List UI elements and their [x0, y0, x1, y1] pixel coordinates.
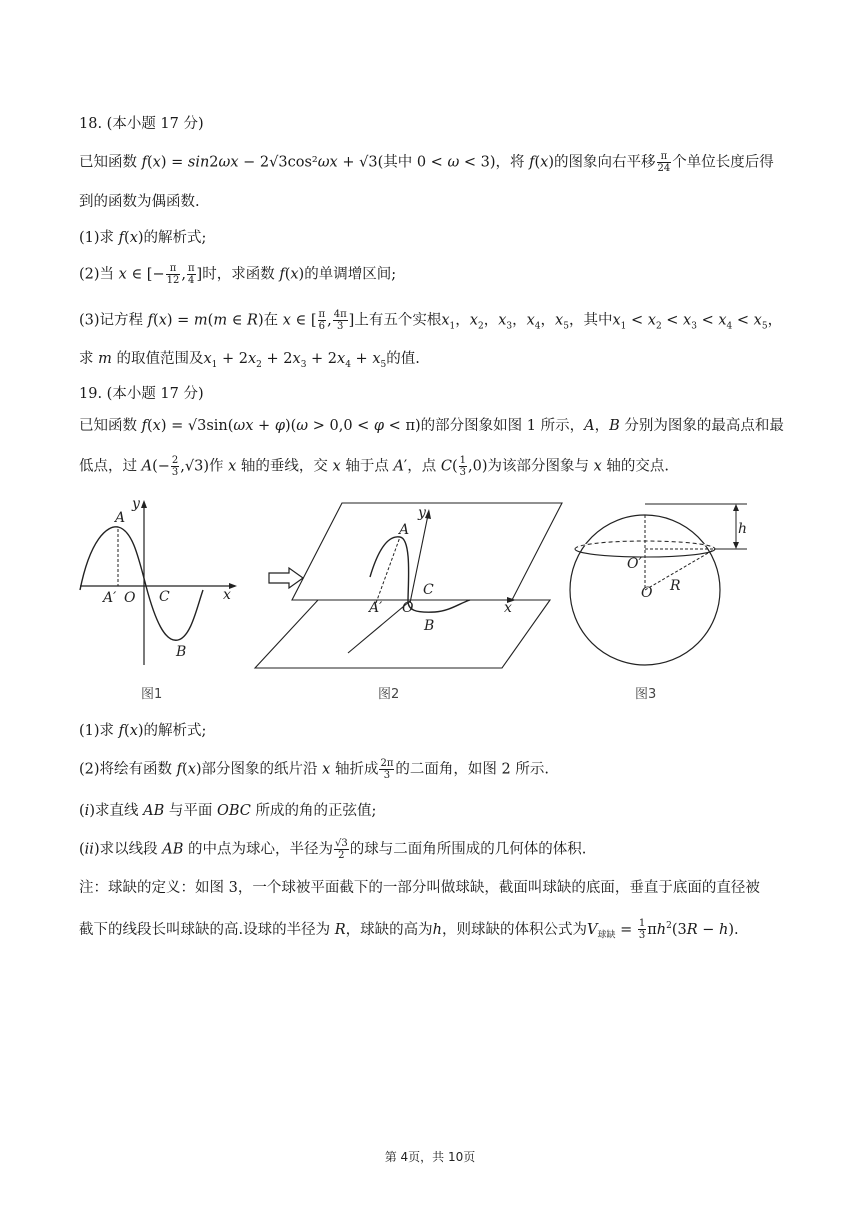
fig2-label-y: y: [418, 505, 426, 521]
q18-statement-line1: 已知函数 f(x) = sin2ωx − 2√3cos²ωx + √3(其中 0 < ω < 3)，将 f(x)的图象向右平移 $\frac{\pi}{24}$ 个单位长度后得: [79, 151, 774, 174]
fig2-caption: 图2: [378, 687, 400, 702]
q19-part1: (1)求 f(x)的解析式;: [79, 723, 207, 739]
fig2-label-C: C: [423, 582, 434, 598]
q18-part1: (1)求 f(x)的解析式;: [79, 230, 207, 246]
q19-statement-line1: 已知函数 f(x) = √3sin(ωx + φ)(ω > 0,0 < φ < π)的部分图象如图 1 所示，A，B 分别为图象的最高点和最: [79, 418, 784, 434]
q19-part2-i: (i)求直线 AB 与平面 OBC 所成的角的正弦值;: [79, 803, 377, 819]
fig3-label-R: R: [670, 578, 681, 594]
figure-3: [565, 495, 765, 680]
fig2-label-A-prime: A′: [369, 600, 383, 616]
q18-part3-line2: 求 m 的取值范围及$x_1 + 2x_2 + 2x_3 + 2x_4 + x_5$的值.: [79, 351, 420, 370]
q18-part2: (2)当 x ∈ [− $\frac{\pi}{12}$ , $\frac{\pi}{4}$ ]时，求函数 f(x)的单调增区间;: [79, 263, 397, 286]
q19-statement-line2: 低点，过 A(− $\frac{2}{3}$ ,√3)作 x 轴的垂线，交 x 轴于点 A′，点 C( $\frac{1}{3}$ ,0)为该部分图象与 x 轴的交点.: [79, 455, 669, 478]
fig3-label-O-prime: O′: [627, 556, 642, 572]
fig1-label-y: y: [132, 496, 140, 512]
fig2-label-x: x: [504, 600, 512, 616]
fig3-label-h: h: [738, 521, 748, 537]
fig1-label-O: O: [124, 590, 136, 606]
q19-note-line1: 注：球缺的定义：如图 3，一个球被平面截下的一部分叫做球缺，截面叫球缺的底面，垂直于底面的直径被: [79, 880, 760, 896]
fig1-label-C: C: [159, 589, 170, 605]
page-footer: 第 4页，共 10页: [384, 1150, 476, 1164]
fig1-label-x: x: [223, 587, 231, 603]
q18-statement-line2: 到的函数为偶函数.: [79, 194, 200, 210]
q19-part2-ii: (ii)求以线段 AB 的中点为球心，半径为 $\frac{√3}{2}$ 的球与二面角所围成的几何体的体积.: [79, 838, 587, 861]
fig2-label-O: O: [402, 600, 414, 616]
figure-2: [250, 495, 570, 680]
fig1-label-A-prime: A′: [103, 590, 117, 606]
q18-part3-line1: (3)记方程 f(x) = m(m ∈ R)在 x ∈ [ $\frac{\pi}{6}$ , $\frac{4\pi}{3}$ ]上有五个实根$x_1$，$x_2$，$x_3$，$x_4$，$x_5$，其中$x_1 < x_2 < x_3 < x_4 < x_5$，: [79, 309, 783, 332]
fig3-label-O: O: [641, 585, 653, 601]
fig2-label-A: A: [399, 522, 410, 538]
fig2-label-B: B: [424, 618, 435, 634]
fig3-caption: 图3: [635, 687, 657, 702]
q19-part2: (2)将绘有函数 f(x)部分图象的纸片沿 x 轴折成 $\frac{2\pi}{3}$ 的二面角，如图 2 所示.: [79, 758, 549, 781]
fig1-label-A: A: [115, 510, 126, 526]
figure-1: [75, 495, 245, 670]
q19-note-line2: 截下的线段长叫球缺的高.设球的半径为 R，球缺的高为h，则球缺的体积公式为$V_{球缺}$ = $\frac{1}{3}$ $\pi h^2(3R - h)$.: [79, 918, 739, 942]
q19-header: 19. (本小题 17 分): [79, 386, 204, 402]
fig1-label-B: B: [176, 644, 187, 660]
fig1-caption: 图1: [141, 687, 163, 702]
q18-header: 18. (本小题 17 分): [79, 116, 204, 132]
